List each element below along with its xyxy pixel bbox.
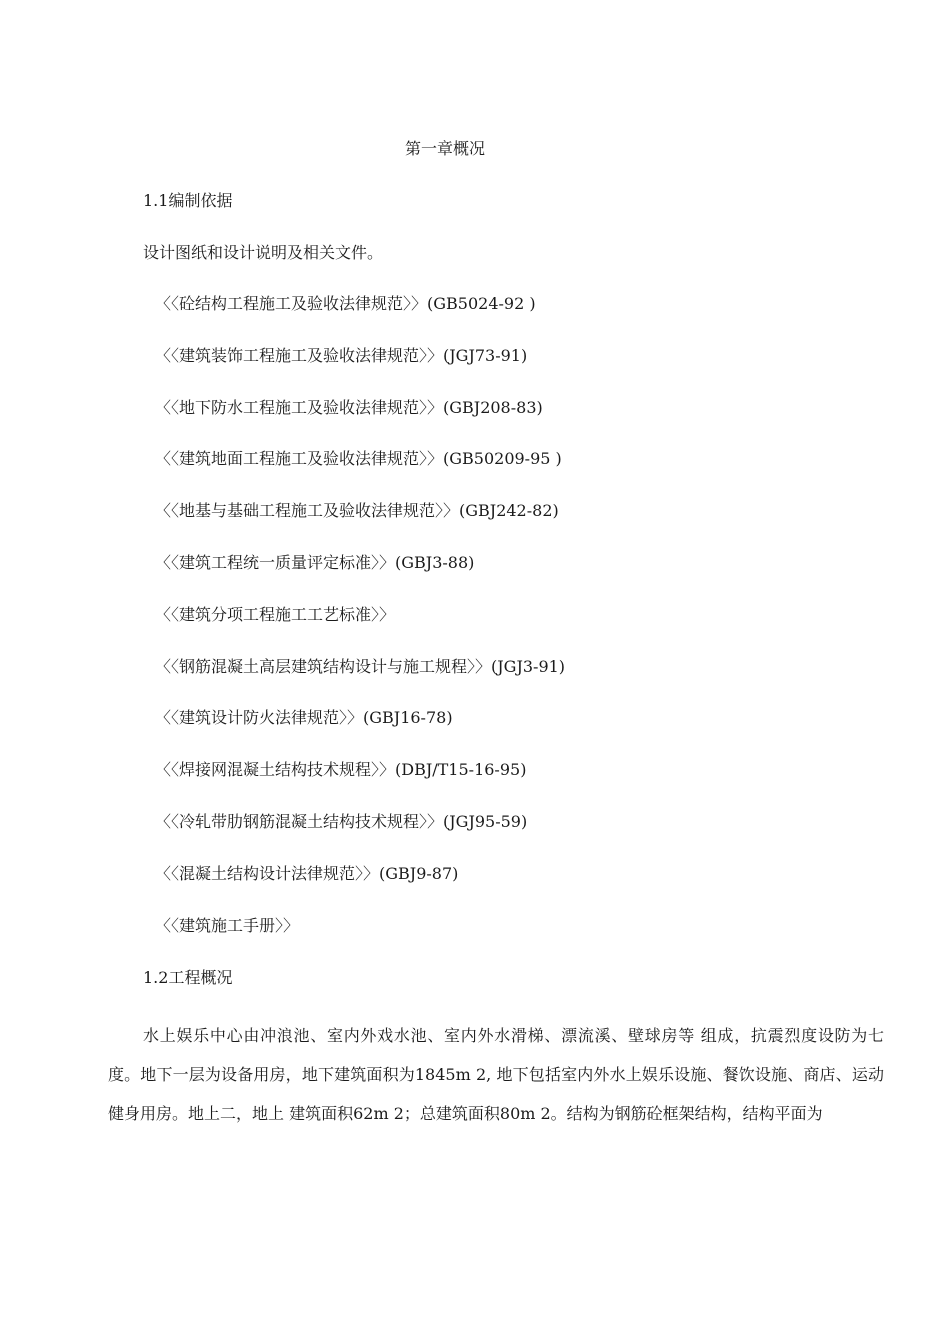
reference-item: 〈〈建筑施工手册〉〉 [155,915,300,935]
project-overview-paragraph: 水上娱乐中心由冲浪池、室内外戏水池、室内外水滑梯、漂流溪、壁球房等 组成，抗震烈度设防为七度。地下一层为设备用房，地下建筑面积为1845m 2, 地下包括室内外水上娱乐设施、餐饮设施、商店、运动健身用房。地上二，地上 建筑面积62m 2；总建筑面积80m 2。结构为钢筋砼框架结构，结构平面为 [108,1026,884,1123]
reference-item: 〈〈钢筋混凝土高层建筑结构设计与施工规程〉〉(JGJ3-91) [155,656,566,676]
section-heading-1-2: 1.2工程概况 [143,968,233,987]
reference-item: 〈〈地基与基础工程施工及验收法律规范〉〉(GBJ242-82) [155,501,559,521]
reference-item: 〈〈建筑工程统一质量评定标准〉〉(GBJ3-88) [155,552,475,572]
reference-item: 〈〈建筑地面工程施工及验收法律规范〉〉(GB50209-95 ) [155,449,562,469]
reference-item: 〈〈建筑设计防火法律规范〉〉(GBJ16-78) [155,708,453,728]
chapter-title: 第一章概况 [404,139,485,158]
reference-item: 〈〈地下防水工程施工及验收法律规范〉〉(GBJ208-83) [155,397,543,417]
section-heading-1-1: 1.1编制依据 [143,191,233,210]
reference-item: 〈〈冷轧带肋钢筋混凝土结构技术规程〉〉(JGJ95-59) [155,811,528,831]
reference-item: 〈〈砼结构工程施工及验收法律规范〉〉(GB5024-92 ) [155,294,536,313]
reference-item: 〈〈建筑装饰工程施工及验收法律规范〉〉(JGJ73-91) [155,345,528,365]
basis-intro-text: 设计图纸和设计说明及相关文件。 [143,243,384,262]
reference-item: 〈〈建筑分项工程施工工艺标准〉〉 [155,604,396,624]
reference-item: 〈〈混凝土结构设计法律规范〉〉(GBJ9-87) [155,863,459,883]
reference-standards-list [155,292,565,965]
reference-item: 〈〈焊接网混凝土结构技术规程〉〉(DBJ/T15-16-95) [155,760,527,780]
